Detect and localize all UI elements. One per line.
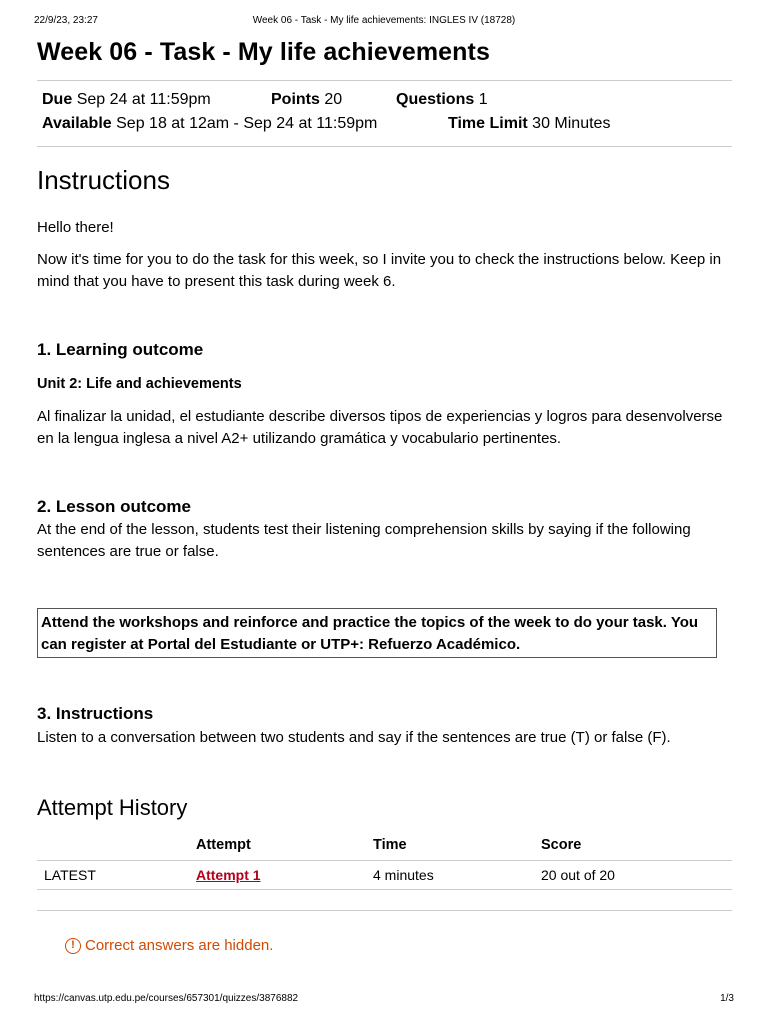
print-doc-title: Week 06 - Task - My life achievements: INGLES IV (18728) — [252, 15, 516, 26]
due-meta — [42, 91, 211, 109]
time-limit-meta — [448, 115, 610, 133]
column-header-score: Score — [541, 837, 582, 853]
row-label-latest: LATEST — [44, 867, 96, 883]
due-label: Due — [42, 91, 73, 108]
table-row-divider — [37, 889, 732, 890]
attempt-history-heading: Attempt History — [37, 795, 188, 820]
print-header — [0, 15, 768, 29]
workshop-notice-box: Attend the workshops and reinforce and practice the topics of the week to do your task. You can register at Portal del Estudiante or UTP+: Refuerzo Académico. — [37, 608, 717, 658]
divider — [37, 80, 732, 81]
available-label: Available — [42, 115, 112, 132]
points-label: Points — [271, 91, 320, 108]
questions-label: Questions — [396, 91, 475, 108]
instructions-step-text: Listen to a conversation between two students and say if the sentences are true (T) or false (F). — [37, 729, 671, 746]
unit-heading: Unit 2: Life and achievements — [37, 376, 242, 392]
print-datetime: 22/9/23, 23:27 — [34, 15, 98, 26]
divider — [37, 146, 732, 147]
lesson-outcome-text: At the end of the lesson, students test their listening comprehension skills by saying if the following sentences are true or false. — [37, 521, 691, 560]
lesson-outcome-heading: 2. Lesson outcome — [37, 497, 191, 516]
attempt-time: 4 minutes — [373, 867, 434, 883]
time-limit-label: Time Limit — [448, 115, 528, 132]
answers-hidden-notice — [65, 937, 273, 954]
points-meta — [271, 91, 342, 109]
column-header-attempt: Attempt — [196, 837, 251, 853]
available-value: Sep 18 at 12am - Sep 24 at 11:59pm — [116, 115, 378, 132]
attempt-score: 20 out of 20 — [541, 867, 615, 883]
questions-meta — [396, 91, 488, 109]
learning-outcome-heading: 1. Learning outcome — [37, 340, 204, 359]
column-header-time: Time — [373, 837, 407, 853]
available-meta — [42, 115, 377, 133]
instructions-step-heading: 3. Instructions — [37, 704, 154, 723]
attempt-1-link[interactable]: Attempt 1 — [196, 867, 261, 883]
warning-circle-icon: ! — [65, 938, 81, 954]
time-limit-value: 30 Minutes — [532, 115, 611, 132]
table-header-divider — [37, 860, 732, 861]
unit-text: Al finalizar la unidad, el estudiante describe diversos tipos de experiencias y logros para desenvolverse en la lengua inglesa a nivel A2+ utilizando gramática y vocabulario pertinentes. — [37, 408, 723, 447]
points-value: 20 — [324, 91, 343, 108]
questions-value: 1 — [478, 91, 488, 108]
greeting-text: Hello there! — [37, 219, 114, 236]
due-value: Sep 24 at 11:59pm — [76, 91, 211, 108]
divider — [37, 910, 732, 911]
answers-hidden-text: Correct answers are hidden. — [85, 937, 274, 954]
print-page-number: 1/3 — [720, 993, 734, 1004]
intro-text: Now it's time for you to do the task for this week, so I invite you to check the instructions below. Keep in mind that you have to present this task during week 6. — [37, 251, 722, 290]
print-url: https://canvas.utp.edu.pe/courses/657301/quizzes/3876882 — [34, 993, 299, 1004]
page-title: Week 06 - Task - My life achievements — [37, 38, 490, 66]
instructions-heading: Instructions — [37, 165, 170, 195]
